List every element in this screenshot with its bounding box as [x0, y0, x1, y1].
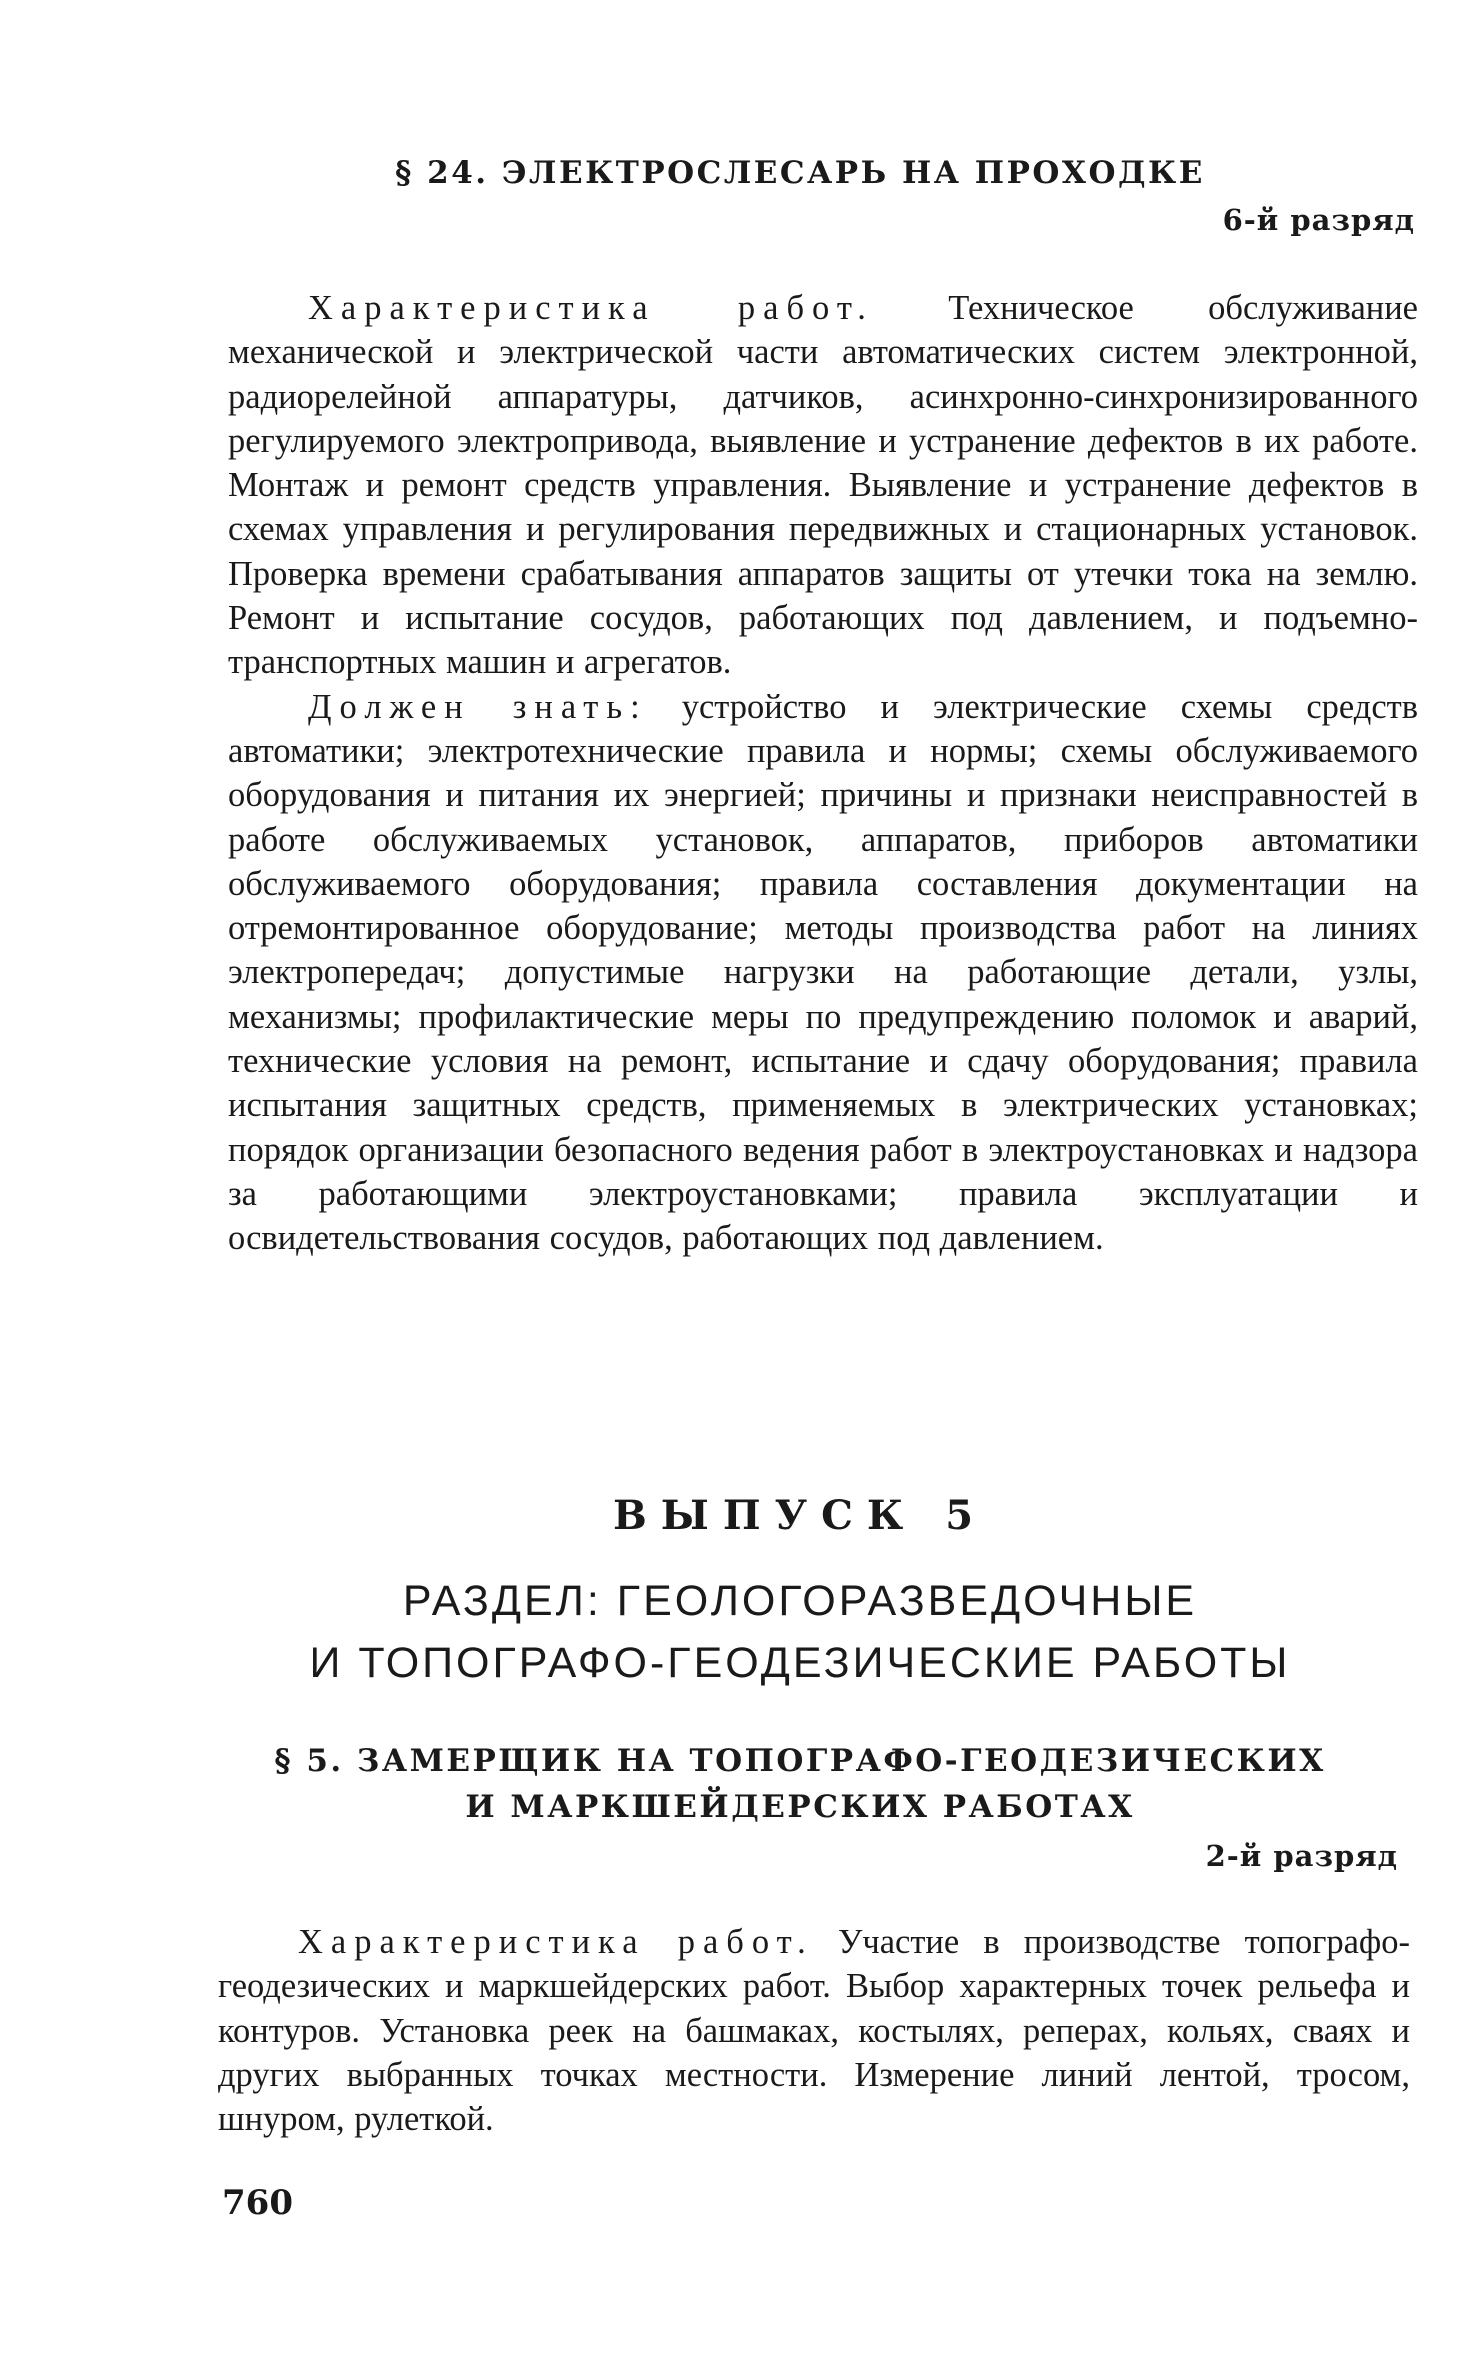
characteristics-lead: Характеристика работ. [308, 289, 874, 327]
requirements-text: устройство и электрические схемы средств автоматики; электротехнические правила и нормы; схемы обслуживаемого оборудования и питания их энергией; причины и признаки неисправностей в работе обслуживаемых установок, аппаратов, приборов автоматики обслуживаемого оборудования; правила составления документации на отремонтированное оборудование; методы производства работ на линиях электропередач; допустимые нагрузки на работающие детали, узлы, механизмы; профилактические меры по предупреждению поломок и аварий, технические условия на ремонт, испытание и сдачу оборудования; правила испытания защитных средств, применяемых в электрических установках; порядок организации безопасного ведения работ в электроустановках и надзора за работающими электроустановками; правила эксплуатации и освидетельствования сосудов, работающих под давлением. [228, 687, 1418, 1258]
page-number: 760 [222, 2183, 293, 2223]
section-5-title-line-2: И МАРКШЕЙДЕРСКИХ РАБОТАХ [465, 1789, 1135, 1825]
section-5-characteristics [218, 1920, 1410, 2141]
section-5-body [218, 1920, 1410, 2141]
issue-heading: ВЫПУСК 5 [612, 1492, 988, 1539]
section-24-characteristics [228, 286, 1418, 685]
part-heading-line-1: РАЗДЕЛ: ГЕОЛОГОРАЗВЕДОЧНЫЕ [402, 1577, 1198, 1625]
section-24-grade: 6-й разряд [1222, 203, 1415, 237]
section-24-requirements [228, 685, 1418, 1261]
section-5-title-line-1: § 5. ЗАМЕРЩИК НА ТОПОГРАФО-ГЕОДЕЗИЧЕСКИХ [274, 1743, 1326, 1779]
part-heading-line-2: И ТОПОГРАФО-ГЕОДЕЗИЧЕСКИЕ РАБОТЫ [309, 1639, 1291, 1687]
characteristics-lead: Характеристика работ. [298, 1923, 814, 1961]
characteristics-text: Участие в производстве топографо-геодезических и маркшейдерских работ. Выбор характерных точек рельефа и контуров. Установка реек на башмаках, костылях, реперах, кольях, сваях и других выбранных точках местности. Измерение линий лентой, тросом, шнуром, рулеткой. [218, 1923, 1411, 2139]
requirements-lead: Должен знать: [308, 687, 648, 726]
section-5-grade: 2-й разряд [1205, 1839, 1398, 1873]
section-24-body [228, 286, 1418, 1261]
section-24-title: § 24. ЭЛЕКТРОСЛЕСАРЬ НА ПРОХОДКЕ [395, 155, 1205, 191]
characteristics-text: Техническое обслуживание механической и электрической части автоматических систем электронной, радиорелейной аппаратуры, датчиков, асинхронно-синхронизированного регулируемого электропривода, выявление и устранение дефектов в их работе. Монтаж и ремонт средств управления. Выявление и устранение дефектов в схемах управления и регулирования передвижных и стационарных установок. Проверка времени срабатывания аппаратов защиты от утечки тока на землю. Ремонт и испытание сосудов, работающих под давлением, и подъемно-транспортных машин и агрегатов. [228, 289, 1418, 682]
